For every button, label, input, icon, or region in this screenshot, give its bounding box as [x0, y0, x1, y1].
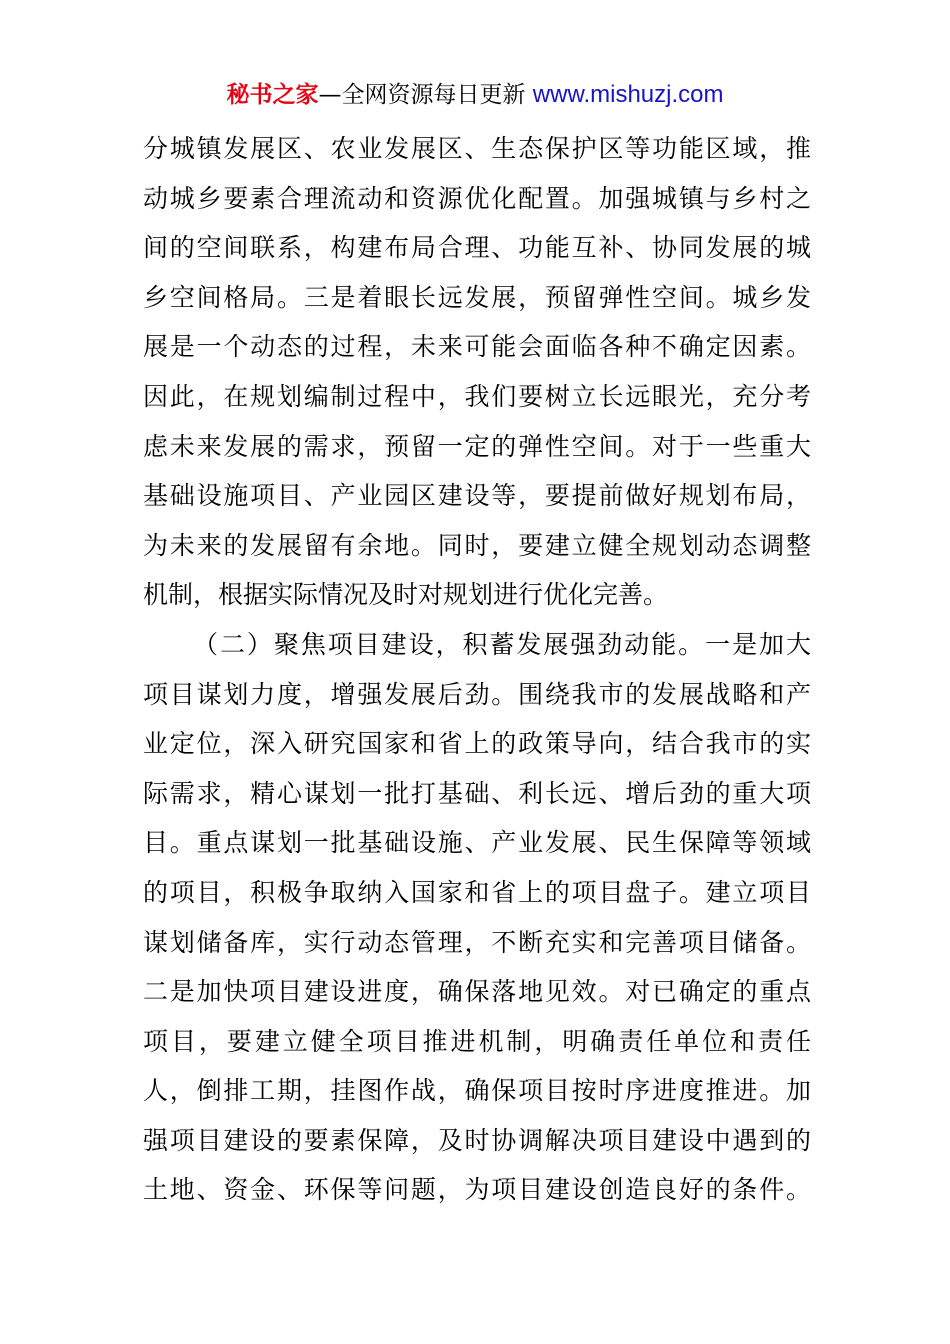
text-line: 土地、资金、环保等问题，为项目建设创造良好的条件。 [143, 1175, 811, 1205]
text-line: 间的空间联系，构建布局合理、功能互补、协同发展的城 [143, 233, 811, 263]
text-line: 为未来的发展留有余地。同时，要建立健全规划动态调整 [143, 530, 811, 560]
text-line: 业定位，深入研究国家和省上的政策导向，结合我市的实 [143, 729, 811, 759]
text-line: 的项目，积极争取纳入国家和省上的项目盘子。建立项目 [143, 877, 811, 907]
text-line: 项目，要建立健全项目推进机制，明确责任单位和责任 [143, 1026, 811, 1056]
site-url-link[interactable]: www.mishuzj.com [532, 81, 724, 108]
text-line: 际需求，精心谋划一批打基础、利长远、增后劲的重大项 [143, 778, 811, 808]
text-line: 乡空间格局。三是着眼长远发展，预留弹性空间。城乡发 [143, 282, 811, 312]
text-line: 二是加快项目建设进度，确保落地见效。对已确定的重点 [143, 977, 811, 1007]
section-heading-line: （二）聚焦项目建设，积蓄发展强劲动能。一是加大 [193, 629, 811, 659]
text-line: 动城乡要素合理流动和资源优化配置。加强城镇与乡村之 [143, 183, 811, 213]
text-line: 目。重点谋划一批基础设施、产业发展、民生保障等领域 [143, 828, 811, 858]
document-body [143, 124, 811, 1215]
brand-name: 秘书之家 [226, 82, 319, 108]
text-line: 基础设施项目、产业园区建设等，要提前做好规划布局， [143, 481, 811, 511]
text-line: 展是一个动态的过程，未来可能会面临各种不确定因素。 [143, 332, 811, 362]
paragraph-end-line: 机制，根据实际情况及时对规划进行优化完善。 [143, 580, 669, 610]
text-line: 谋划储备库，实行动态管理，不断充实和完善项目储备。 [143, 927, 811, 957]
header-slogan: —全网资源每日更新 [318, 82, 533, 108]
text-line: 因此，在规划编制过程中，我们要树立长远眼光，充分考 [143, 381, 811, 411]
text-line: 强项目建设的要素保障，及时协调解决项目建设中遇到的 [143, 1125, 811, 1155]
text-line: 项目谋划力度，增强发展后劲。围绕我市的发展战略和产 [143, 679, 811, 709]
page-header [0, 78, 950, 112]
text-line: 虑未来发展的需求，预留一定的弹性空间。对于一些重大 [143, 431, 811, 461]
text-line: 分城镇发展区、农业发展区、生态保护区等功能区域，推 [143, 134, 811, 163]
text-line: 人，倒排工期，挂图作战，确保项目按时序进度推进。加 [143, 1076, 811, 1106]
